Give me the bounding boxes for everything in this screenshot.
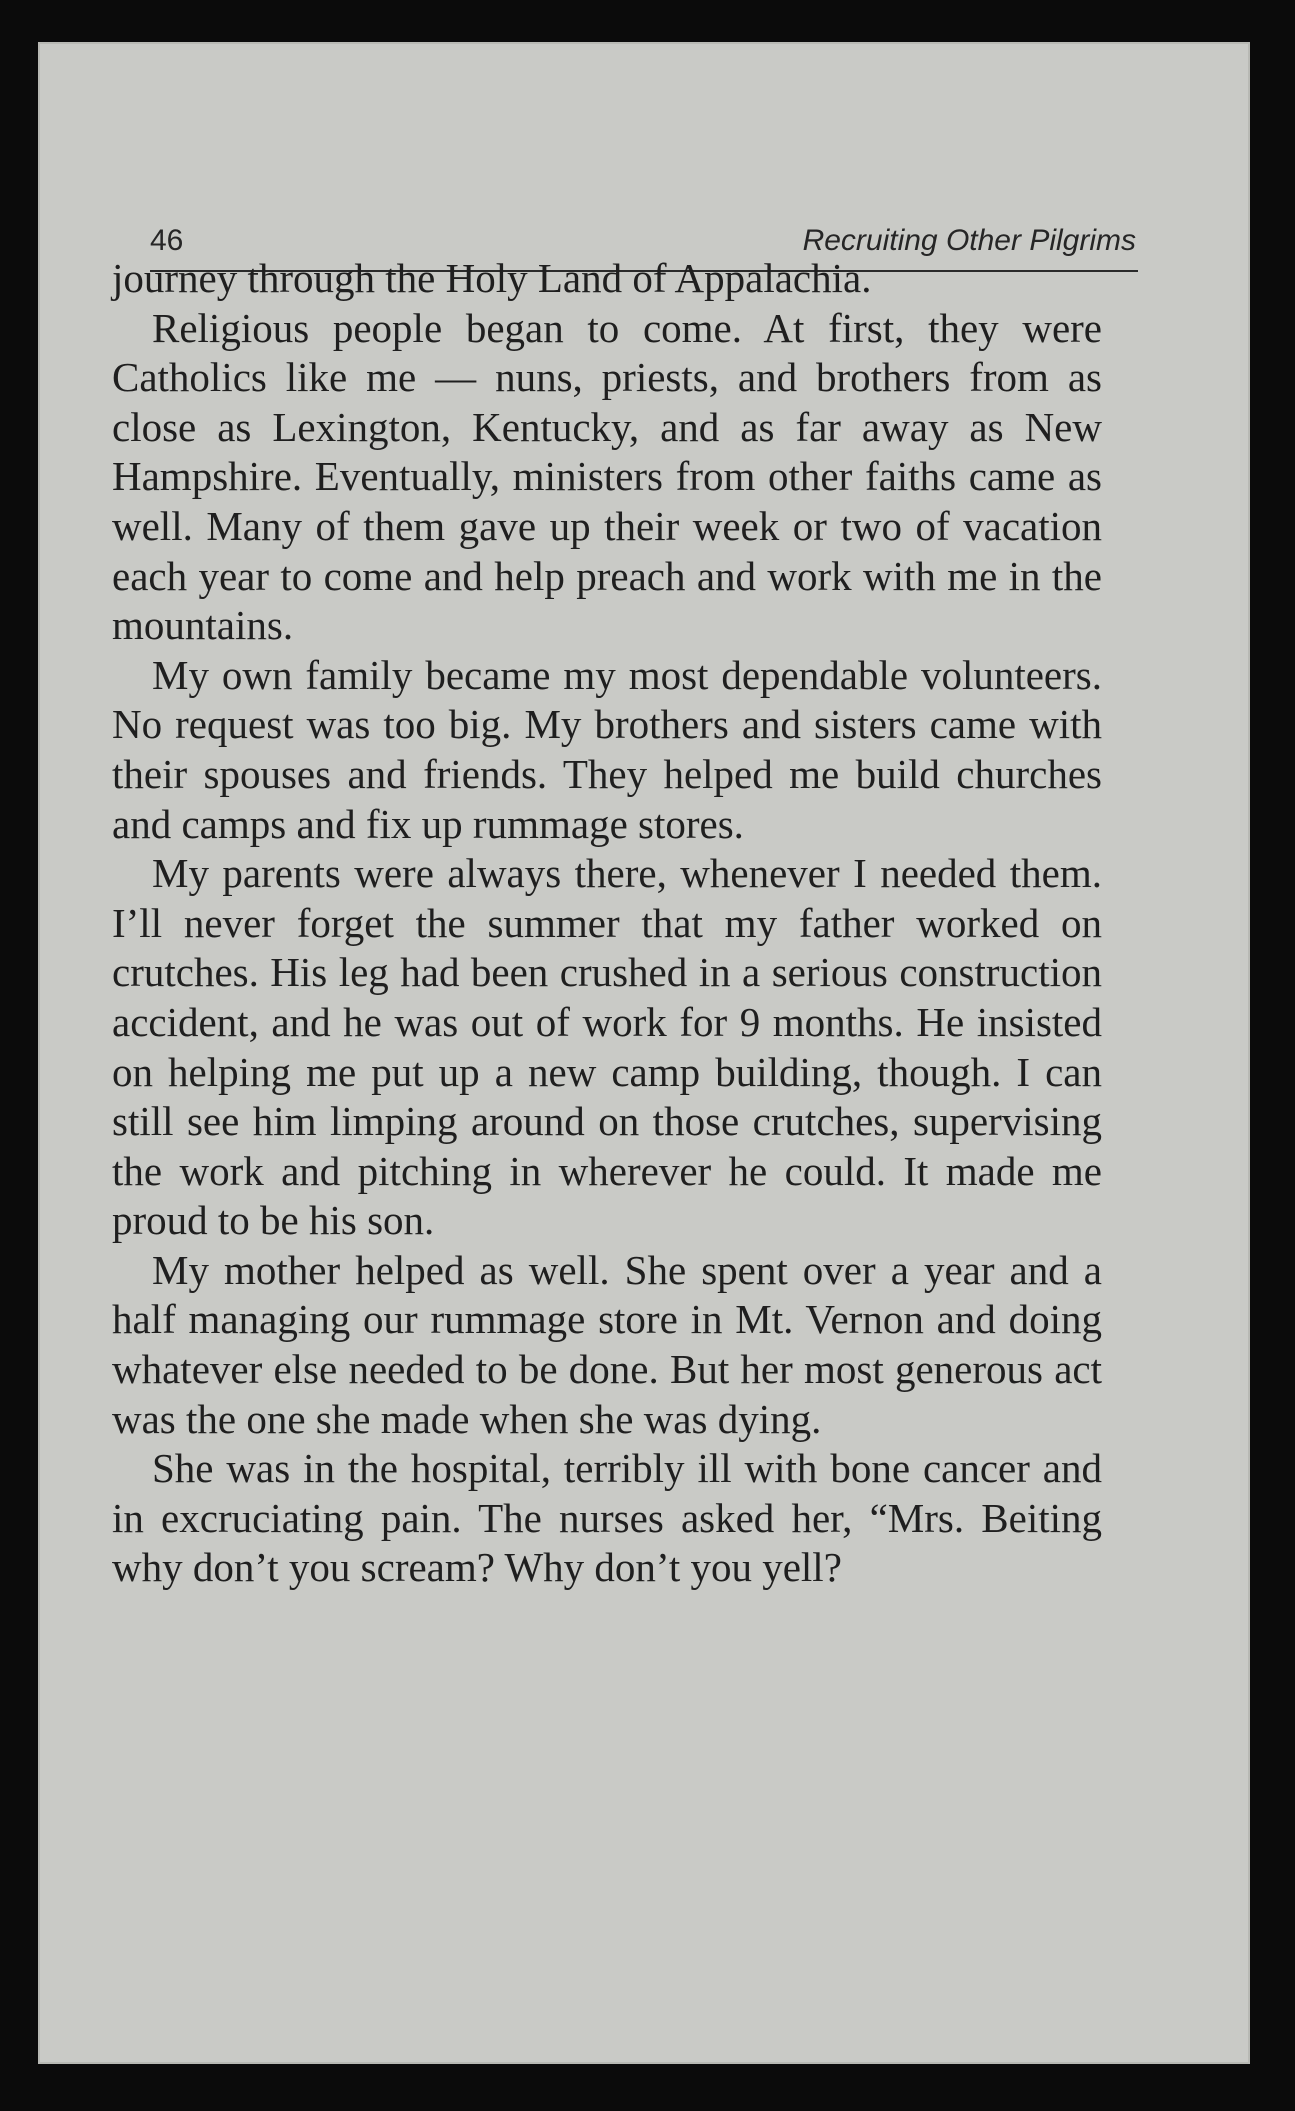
body-text: [112, 254, 1102, 1593]
paragraph: My own family became my most dependable volunteers. No request was too big. My brothers and sisters came with their spouses and friends. They helped me build churches and camps and fix up rummage stores.: [112, 651, 1102, 847]
page-number: 46: [150, 224, 184, 257]
chapter-title: Recruiting Other Pilgrims: [802, 224, 1136, 257]
paragraph: My parents were always there, whenever I needed them. I’ll never forget the summer that my father worked on crutches. His leg had been crushed in a serious construction accident, and he was out of work for 9 months. He insisted on helping me put up a new camp building, though. I can still see him limping around on those crutches, supervising the work and pitching in wherever he could. It made me proud to be his son.: [112, 850, 1102, 1244]
paragraph: Religious people began to come. At first, they were Catholics like me — nuns, priests, and brothers from as close as Lexington, Kentucky, and as far away as New Hampshire. Eventually, ministers from other faiths came as well. Many of them gave up their week or two of vacation each year to come and help preach and work with me in the mountains.: [112, 304, 1102, 649]
paragraph: My mother helped as well. She spent over a year and a half managing our rummage store in Mt. Vernon and doing whatever else needed to be done. But her most generous act was the one she made when she was dying.: [112, 1246, 1102, 1442]
paragraph: journey through the Holy Land of Appalachia.: [112, 255, 872, 301]
paragraph: She was in the hospital, terribly ill with bone cancer and in excruciating pain. The nurses asked her, “Mrs. Beiting why don’t you scream? Why don’t you yell?: [112, 1445, 1102, 1591]
